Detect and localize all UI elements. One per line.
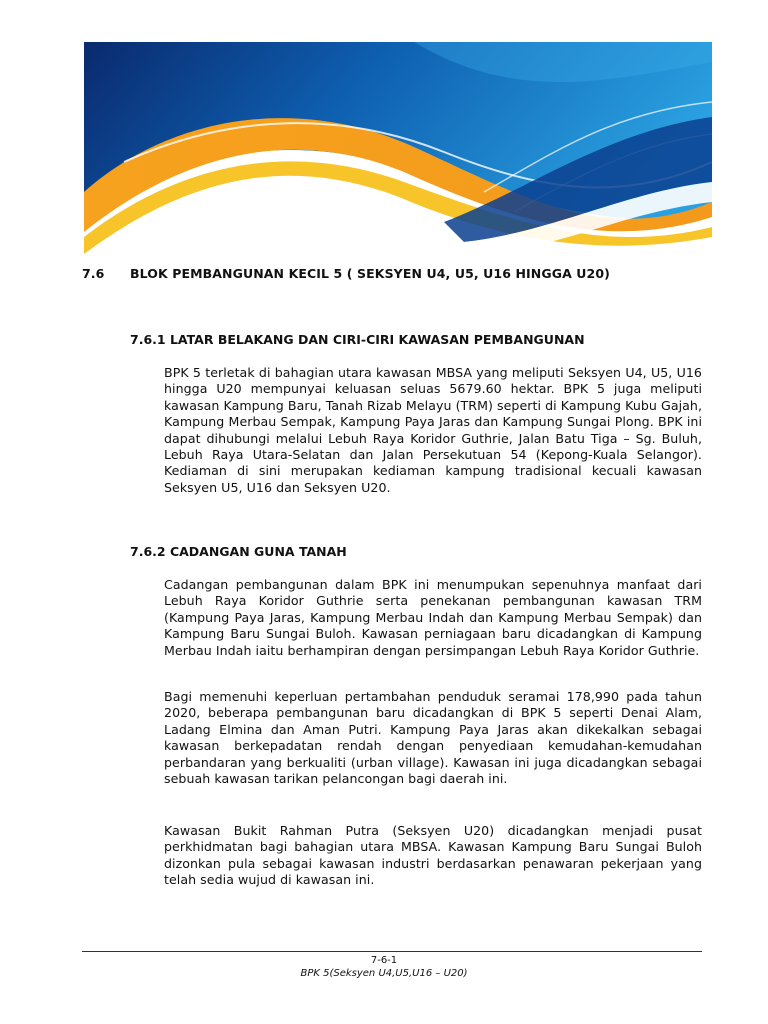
- footer-document-title: BPK 5(Seksyen U4,U5,U16 – U20): [300, 968, 468, 979]
- section-heading: [82, 266, 610, 281]
- section-number: 7.6: [82, 266, 105, 281]
- land-use-paragraph-3: Kawasan Bukit Rahman Putra (Seksyen U20) dicadangkan menjadi pusat perkhidmatan bagi bahagian utara MBSA. Kawasan Kampung Baru Sungai Buloh dizonkan pula sebagai kawasan industri berdasarkan penawaran pekerjaan yang telah sedia wujud di kawasan ini.: [164, 823, 702, 888]
- subsection-heading-7-6-1: 7.6.1 LATAR BELAKANG DAN CIRI-CIRI KAWASAN PEMBANGUNAN: [130, 332, 585, 347]
- footer-divider: [82, 951, 702, 952]
- background-paragraph: BPK 5 terletak di bahagian utara kawasan MBSA yang meliputi Seksyen U4, U5, U16 hingga U20 mempunyai keluasan seluas 5679.60 hektar. BPK 5 juga meliputi kawasan Kampung Baru, Tanah Rizab Melayu (TRM) seperti di Kampung Kubu Gajah, Kampung Merbau Sempak, Kampung Paya Jaras dan Kampung Sungai Plong. BPK ini dapat dihubungi melalui Lebuh Raya Koridor Guthrie, Jalan Batu Tiga – Sg. Buluh, Lebuh Raya Utara-Selatan dan Jalan Persekutuan 54 (Kepong-Kuala Selangor). Kediaman di sini merupakan kediaman kampung tradisional kecuali kawasan Seksyen U5, U16 dan Seksyen U20.: [164, 365, 702, 495]
- section-title: BLOK PEMBANGUNAN KECIL 5 ( SEKSYEN U4, U5, U16 HINGGA U20): [130, 266, 610, 281]
- subsection-heading-7-6-2: 7.6.2 CADANGAN GUNA TANAH: [130, 544, 347, 559]
- banner-wave-graphic: [84, 42, 712, 254]
- footer-page-number: 7-6-1: [370, 955, 398, 966]
- land-use-paragraph-1: Cadangan pembangunan dalam BPK ini menumpukan sepenuhnya manfaat dari Lebuh Raya Koridor Guthrie serta penekanan pembangunan kawasan TRM (Kampung Paya Jaras, Kampung Merbau Indah dan Kampung Merbau Sempak) dan Kampung Baru Sungai Buloh. Kawasan perniagaan baru dicadangkan di Kampung Merbau Indah iaitu berhampiran dengan persimpangan Lebuh Raya Koridor Guthrie.: [164, 577, 702, 658]
- header-banner: [84, 42, 712, 254]
- land-use-paragraph-2: Bagi memenuhi keperluan pertambahan penduduk seramai 178,990 pada tahun 2020, beberapa pembangunan baru dicadangkan di BPK 5 seperti Denai Alam, Ladang Elmina dan Aman Putri. Kampung Paya Jaras akan dikekalkan sebagai kawasan berkepadatan rendah dengan penyediaan kemudahan-kemudahan perbandaran yang berkualiti (urban village). Kawasan ini juga dicadangkan sebagai sebuah kawasan tarikan pelancongan bagi daerah ini.: [164, 689, 702, 787]
